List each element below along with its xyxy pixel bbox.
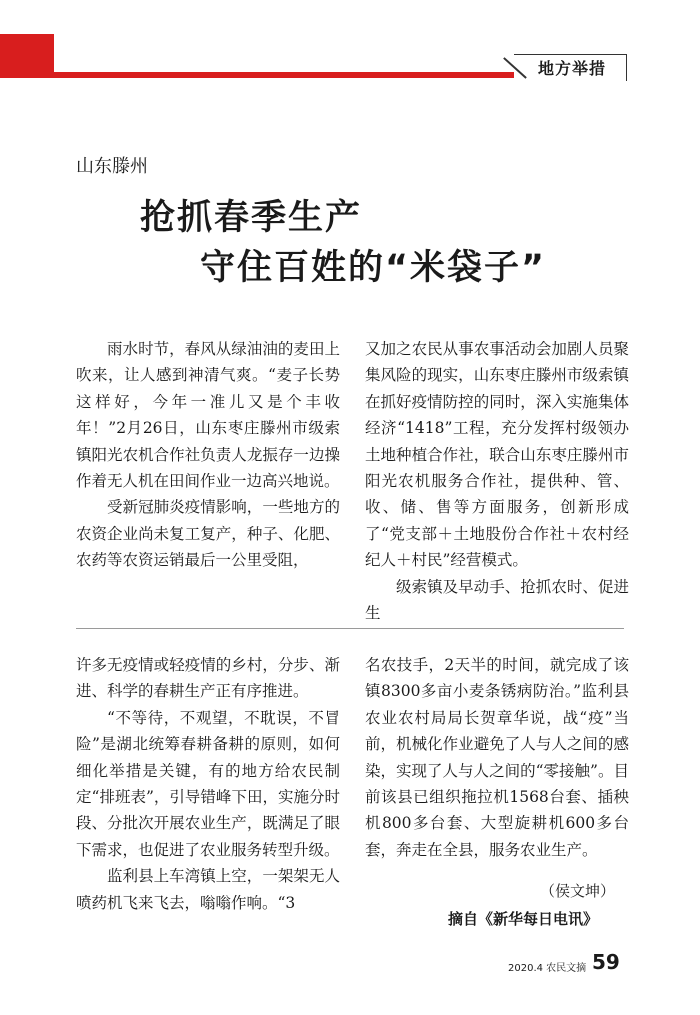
header-red-block [0, 34, 54, 78]
section-divider [76, 628, 624, 629]
paragraph: 级索镇及早动手、抢抓农时、促进生 [365, 577, 629, 623]
paragraph: 雨水时节，春风从绿油油的麦田上吹来，让人感到神清气爽。“麦子长势这样好，今年一准儿又是个丰收年！”2月26日，山东枣庄滕州市级索镇阳光农机合作社负责人龙振存一边操作着无人机在田间作业一边高兴地说。 [76, 340, 340, 491]
paragraph: “不等待，不观望，不耽误，不冒险”是湖北统筹春耕备耕的原则，如何细化举措是关键，有的地方给农民制定“排班表”，引导错峰下田，实施分时段、分批次开展农业生产，既满足了眼下需求，也促进了农业服务转型升级。 [76, 708, 340, 859]
article-author: （侯文坤） [540, 882, 616, 900]
bottom-column-left [76, 652, 340, 916]
top-column-left [76, 336, 340, 574]
top-column-right [365, 336, 629, 626]
paragraph: 又加之农民从事农事活动会加剧人员聚集风险的现实，山东枣庄滕州市级索镇在抓好疫情防控的同时，深入实施集体经济“1418”工程，充分发挥村级领办土地种植合作社，联合山东枣庄滕州市阳光农机服务合作社，提供种、管、收、储、售等方面服务，创新形成了“党支部＋土地股份合作社＋农村经纪人＋村民”经营模式。 [365, 340, 629, 570]
article-source: 摘自《新华每日电讯》 [448, 910, 599, 928]
section-label: 地方举措 [538, 59, 607, 78]
article-title-line1: 抢抓春季生产 [140, 198, 363, 238]
bottom-column-right [365, 652, 629, 863]
footer-issue: 2020.4 农民文摘 [508, 963, 587, 974]
article-title-line2: 守住百姓的“米袋子” [200, 248, 547, 288]
article-location: 山东滕州 [76, 156, 148, 177]
paragraph: 受新冠肺炎疫情影响，一些地方的农资企业尚未复工复产，种子、化肥、农药等农资运销最后一公里受阻， [76, 498, 340, 570]
paragraph: 名农技手，2天半的时间，就完成了该镇8300多亩小麦条锈病防治。”监利县农业农村局局长贺章华说，战“疫”当前，机械化作业避免了人与人之间的感染，实现了人与人之间的“零接触”。目前该县已组织拖拉机1568台套、插秧机800多台套、大型旋耕机600多台套，奔走在全县，服务农业生产。 [365, 656, 629, 859]
page-number: 59 [592, 950, 620, 974]
header-red-rule [54, 72, 514, 78]
paragraph: 许多无疫情或轻疫情的乡村，分步、渐进、科学的春耕生产正有序推进。 [76, 656, 340, 701]
paragraph: 监利县上车湾镇上空，一架架无人喷药机飞来飞去，嗡嗡作响。“3 [76, 867, 340, 912]
